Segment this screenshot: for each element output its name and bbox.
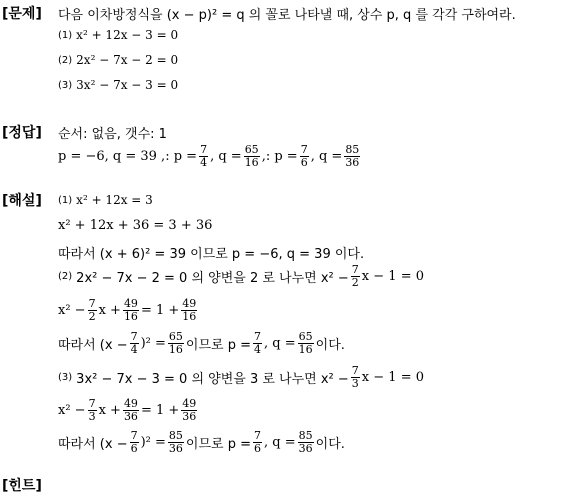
explanation-3-line-1: (3) 3x² − 7x − 3 = 0 의 양변을 3 로 나누면 x² − $\frac{7}{3}$ x − 1 = 0	[58, 363, 424, 390]
explanation-tag: [해설]	[2, 193, 42, 209]
problem-tag: [문제]	[2, 6, 42, 22]
hint-tag: [힌트]	[2, 478, 42, 494]
explanation-2-line-1: (2) 2x² − 7x − 2 = 0 의 양변을 2 로 나누면 x² − $\frac{7}{2}$ x − 1 = 0	[58, 262, 424, 289]
answer-values: p = −6, q = 39 ,: p = $\frac{7}{4}$ , q = $\frac{65}{16}$ ,: p = $\frac{7}{6}$ , q = $\frac{85}{36}$	[58, 142, 360, 169]
explanation-2-line-3: 따라서 (x − $\frac{7}{4}$ )² = $\frac{65}{16}$ 이므로 p = $\frac{7}{4}$ , q = $\frac{65}{16}$ 이다.	[58, 329, 345, 356]
answer-tag: [정답]	[2, 125, 42, 141]
problem-statement: 다음 이차방정식을 (x − p)² = q 의 꼴로 나타낼 때, 상수 p, q 를 각각 구하여라.	[58, 8, 516, 23]
explanation-1-line-2: x² + 12x + 36 = 3 + 36	[58, 218, 213, 233]
problem-item-1: (1) x² + 12x − 3 = 0	[58, 28, 179, 42]
answer-order-line: 순서: 없음, 갯수: 1	[58, 127, 167, 142]
explanation-1-line-3: 따라서 (x + 6)² = 39 이므로 p = −6, q = 39 이다.	[58, 247, 365, 262]
explanation-3-line-3: 따라서 (x − $\frac{7}{6}$ )² = $\frac{85}{36}$ 이므로 p = $\frac{7}{6}$ , q = $\frac{85}{36}$ 이다.	[58, 428, 345, 455]
problem-item-3: (3) 3x² − 7x − 3 = 0	[58, 78, 179, 92]
explanation-1-line-1: (1) x² + 12x = 3	[58, 193, 153, 207]
explanation-3-line-2: x² − $\frac{7}{3}$ x + $\frac{49}{36}$ = 1 + $\frac{49}{36}$	[58, 396, 197, 423]
problem-item-2: (2) 2x² − 7x − 2 = 0	[58, 53, 179, 67]
explanation-2-line-2: x² − $\frac{7}{2}$ x + $\frac{49}{16}$ = 1 + $\frac{49}{16}$	[58, 296, 197, 323]
